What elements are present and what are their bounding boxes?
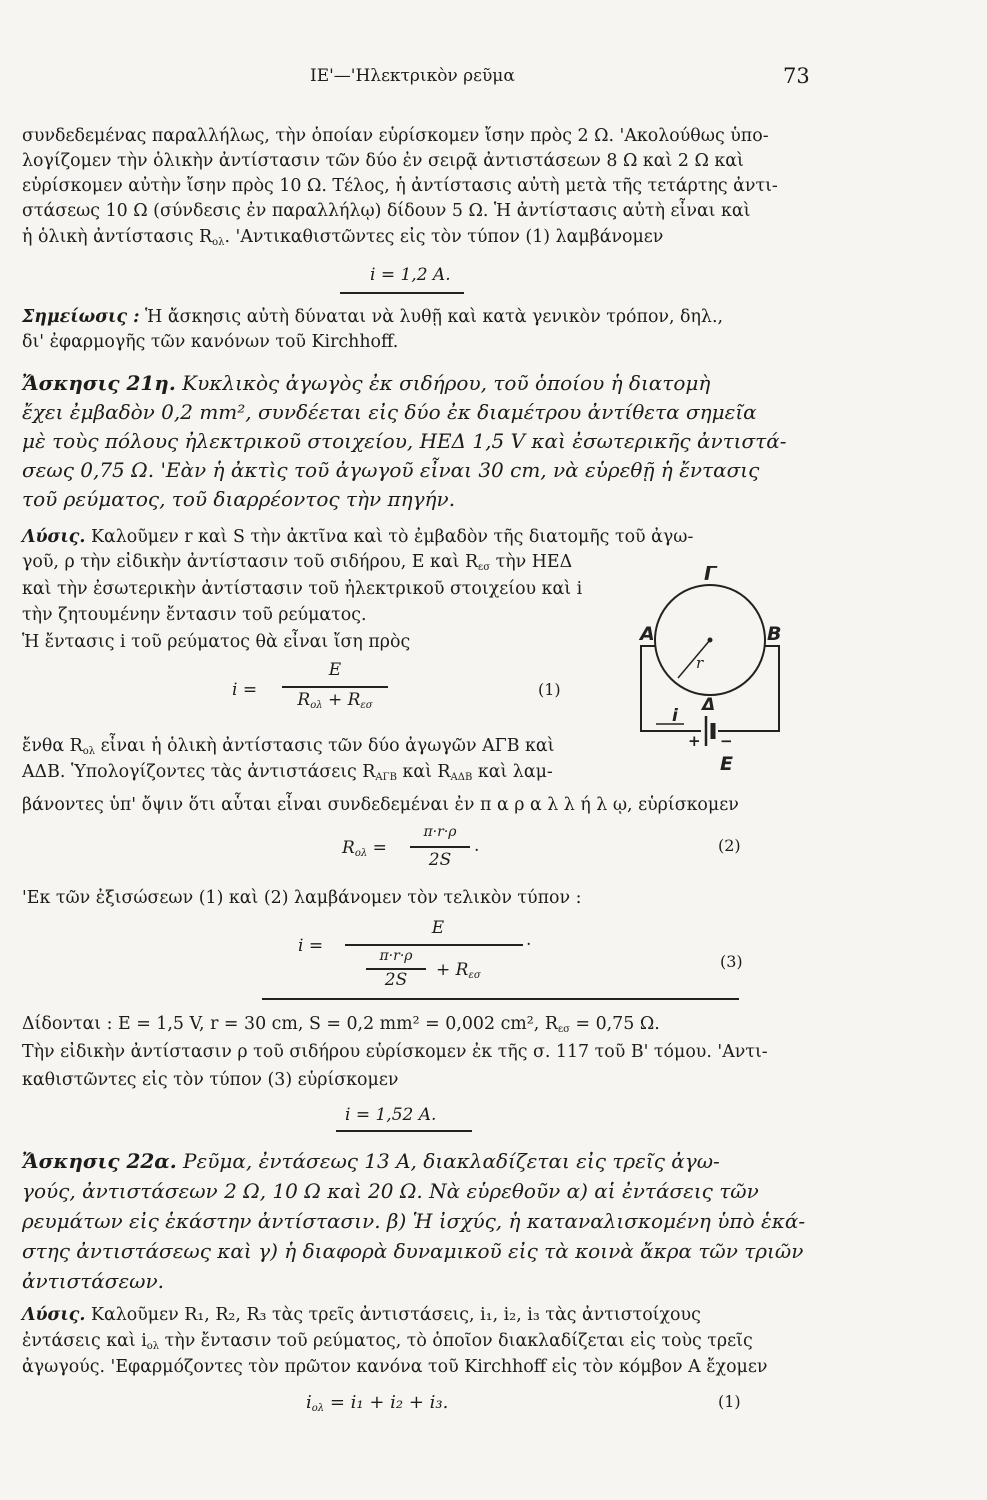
para1-line5-sub: ολ: [212, 237, 225, 248]
eq3-tag: (3): [720, 952, 743, 971]
eq3-inner-denominator: 2S: [384, 970, 408, 990]
note-line1: [22, 305, 723, 329]
eq2-lhs: [342, 838, 387, 859]
eq3-numerator: E: [431, 918, 445, 938]
sol21-line2-a: γοῦ, ρ τὴν εἰδικὴν ἀντίστασιν τοῦ σιδήρου, E καὶ R: [22, 552, 479, 572]
left-wire: [641, 646, 701, 731]
eq2-numerator: π·r·ρ: [423, 824, 457, 840]
eq1-lhs: i =: [232, 680, 258, 700]
eq1-numerator: E: [328, 660, 342, 680]
sol21-line7-a: ΑΔΒ. Ὑπολογίζοντες τὰς ἀντιστάσεις R: [22, 762, 376, 782]
sol21-label: Λύσις.: [22, 527, 86, 547]
eq2-tag: (2): [718, 836, 741, 855]
para1-line5-a: ἡ ὁλικὴ ἀντίστασις R: [22, 227, 213, 247]
note-label: Σημείωσις :: [22, 307, 140, 327]
para1-line5-b: . 'Αντικαθιστῶντες εἰς τὸν τύπον (1) λαμβάνομεν: [224, 227, 664, 247]
ex22-line1: [22, 1146, 720, 1176]
sol22-eq-lhs: i: [306, 1392, 312, 1413]
fig-label-d: Δ: [702, 695, 716, 715]
para1-line4: στάσεως 10 Ω (σύνδεσις ἐν παραλλήλῳ) δίδουν 5 Ω. Ἡ ἀντίστασις αὐτὴ εἶναι καὶ: [22, 201, 751, 221]
para1-line3: εὑρίσκομεν αὐτὴν ἴσην πρὸς 10 Ω. Τέλος, ἡ ἀντίστασις αὐτὴ μετὰ τῆς τετάρτης ἀντι-: [22, 176, 778, 196]
fig-label-e: E: [720, 753, 733, 775]
ex21-line2: ἔχει ἐμβαδὸν 0,2 mm², συνδέεται εἰς δύο ἐκ διαμέτρου ἀντίθετα σημεῖα: [22, 400, 757, 424]
sol22-eq-rhs: = i₁ + i₂ + i₃.: [324, 1392, 449, 1413]
sol21-line7: [22, 760, 553, 790]
running-header: ΙΕ'—'Ηλεκτρικὸν ρεῦμα: [310, 66, 515, 86]
sol21-line1: [22, 525, 693, 549]
sol21-line4: τὴν ζητουμένην ἔντασιν τοῦ ρεύματος.: [22, 605, 367, 625]
sol22-line2-a: ἐντάσεις καὶ i: [22, 1331, 147, 1351]
eq1-den-a: R: [297, 690, 311, 710]
fig-label-plus: +: [688, 732, 701, 750]
circuit-figure: [636, 566, 806, 776]
para1-line2: λογίζομεν τὴν ὁλικὴν ἀντίστασιν τῶν δύο ἐν σειρᾷ ἀντιστάσεων 8 Ω καὶ 2 Ω καὶ: [22, 151, 744, 171]
eq2-fraction-bar: [410, 846, 470, 848]
ex22-text-1: Ρεῦμα, ἐντάσεως 13 A, διακλαδίζεται εἰς τρεῖς ἀγω-: [183, 1149, 720, 1173]
eq1-fraction-bar: [282, 686, 388, 688]
ex21-line3: μὲ τοὺς πόλους ἠλεκτρικοῦ στοιχείου, ΗΕΔ 1,5 V καὶ ἐσωτερικῆς ἀντιστά-: [22, 429, 787, 453]
ex22-line3: ρευμάτων εἰς ἑκάστην ἀντίστασιν. β) Ἡ ἰσχύς, ἡ καταναλισκομένη ὑπὸ ἑκά-: [22, 1209, 806, 1233]
sol22-line3: ἀγωγούς. 'Εφαρμόζοντες τὸν πρῶτον κανόνα τοῦ Kirchhoff εἰς τὸν κόμβον A ἔχομεν: [22, 1357, 768, 1377]
sol21-line10: Τὴν εἰδικὴν ἀντίστασιν ρ τοῦ σιδήρου εὑρίσκομεν ἐκ τῆς σ. 117 τοῦ Β' τόμου. 'Αντι-: [22, 1042, 768, 1062]
eq2-lhs-eq: =: [367, 838, 387, 858]
fig-label-r: r: [696, 654, 704, 672]
eq3-box-underline: [262, 998, 739, 1000]
eq3-dot: .: [526, 930, 532, 950]
sol21-text-1: Καλοῦμεν r καὶ S τὴν ἀκτῖνα καὶ τὸ ἐμβαδὸν τῆς διατομῆς τοῦ ἀγω-: [90, 527, 694, 547]
sol21-line8: βάνοντες ὑπ' ὄψιν ὅτι αὗται εἶναι συνδεδεμέναι ἐν π α ρ α λ λ ή λ ῳ, εὑρίσκομεν: [22, 795, 739, 815]
fig-label-b: B: [767, 623, 782, 645]
sol22-label: Λύσις.: [22, 1305, 86, 1325]
result-2-underline: [336, 1130, 472, 1132]
sol21-line7-sub2: ΑΔΒ: [450, 772, 473, 783]
given-values-a: Δίδονται : E = 1,5 V, r = 30 cm, S = 0,2 mm² = 0,002 cm², R: [22, 1014, 558, 1034]
note-text-1: Ἡ ἄσκησις αὐτὴ δύναται νὰ λυθῇ καὶ κατὰ γενικὸν τρόπον, δηλ.,: [145, 307, 724, 327]
sol21-line9: 'Εκ τῶν ἐξισώσεων (1) καὶ (2) λαμβάνομεν τὸν τελικὸν τύπον :: [22, 888, 582, 908]
sol22-line2-sub: ολ: [146, 1341, 160, 1352]
sol22-text-1: Καλοῦμεν R₁, R₂, R₃ τὰς τρεῖς ἀντιστάσεις, i₁, i₂, i₃ τὰς ἀντιστοίχους: [90, 1305, 701, 1325]
sol21-line6-b: εἶναι ἡ ὁλικὴ ἀντίστασις τῶν δύο ἀγωγῶν ΑΓΒ καὶ: [95, 736, 555, 756]
eq3-plus-r-sub: εσ: [468, 970, 481, 981]
eq3-lhs: i =: [298, 936, 324, 956]
sol21-line3: καὶ τὴν ἐσωτερικὴν ἀντίστασιν τοῦ ἠλεκτρικοῦ στοιχείου καὶ i: [22, 579, 583, 599]
ex22-label: Ἄσκησις 22α.: [22, 1149, 177, 1173]
para1-line1: συνδεδεμένας παραλλήλως, τὴν ὁποίαν εὑρίσκομεν ἴσην πρὸς 2 Ω. 'Ακολούθως ὑπο-: [22, 126, 769, 146]
sol21-line2: [22, 550, 572, 580]
fig-label-i: i: [672, 706, 678, 726]
ex21-line4: σεως 0,75 Ω. 'Εὰν ἡ ἀκτὶς τοῦ ἀγωγοῦ εἶναι 30 cm, νὰ εὑρεθῇ ἡ ἔντασις: [22, 458, 760, 482]
note-line2: δι' ἐφαρμογῆς τῶν κανόνων τοῦ Kirchhoff.: [22, 332, 399, 352]
eq2-lhs-sub: ολ: [354, 848, 368, 859]
result-1-underline: [340, 292, 464, 294]
ex22-line4: στης ἀντιστάσεως καὶ γ) ἡ διαφορὰ δυναμικοῦ εἰς τὰ κοινὰ ἄκρα τῶν τριῶν: [22, 1239, 804, 1263]
eq3-plus-r-a: + R: [436, 960, 469, 980]
ex21-line5: τοῦ ρεύματος, τοῦ διαρρέοντος τὴν πηγήν.: [22, 487, 456, 511]
given-values-sub: εσ: [557, 1024, 570, 1035]
sol21-line6-sub: ολ: [82, 746, 96, 757]
sol21-line7-b: καὶ R: [396, 762, 451, 782]
eq3-inner-numerator: π·r·ρ: [379, 948, 413, 964]
eq1-den-sub2: εσ: [360, 700, 373, 711]
para1-line5: [22, 225, 663, 255]
sol21-line7-c: καὶ λαμ-: [472, 762, 553, 782]
eq1-den-sub1: ολ: [310, 700, 323, 711]
sol22-eq-tag: (1): [718, 1392, 741, 1411]
sol21-line11: καθιστῶντες εἰς τὸν τύπον (3) εὑρίσκομεν: [22, 1070, 399, 1090]
sol21-line7-sub1: ΑΓΒ: [375, 772, 397, 783]
center-dot: [708, 638, 713, 643]
sol21-line2-sub: εσ: [478, 562, 491, 573]
eq2-denominator: 2S: [428, 850, 452, 870]
eq1-tag: (1): [538, 680, 561, 699]
right-wire: [718, 646, 779, 731]
given-values: [22, 1012, 660, 1042]
ex22-line5: ἀντιστάσεων.: [22, 1269, 165, 1293]
sol22-equation: [306, 1392, 448, 1414]
ex21-label: Ἄσκησις 21η.: [22, 371, 176, 395]
sol21-line6-a: ἔνθα R: [22, 736, 83, 756]
fig-label-a: A: [640, 623, 655, 645]
given-values-b: = 0,75 Ω.: [569, 1014, 660, 1034]
ex22-line2: γούς, ἀντιστάσεων 2 Ω, 10 Ω καὶ 20 Ω. Νὰ εὑρεθοῦν α) αἱ ἐντάσεις τῶν: [22, 1179, 759, 1203]
sol22-line1: [22, 1303, 701, 1327]
fig-label-minus: −: [720, 732, 733, 750]
sol21-line5: Ἡ ἔντασις i τοῦ ρεύματος θὰ εἶναι ἴση πρὸς: [22, 632, 411, 652]
eq1-den-b: + R: [322, 690, 361, 710]
radius-line: [678, 640, 710, 678]
eq3-main-bar: [345, 944, 523, 946]
result-1: i = 1,2 A.: [370, 265, 451, 285]
eq1-denominator: [280, 690, 390, 711]
fig-label-g: Γ: [704, 566, 717, 585]
ex21-line1: [22, 368, 710, 398]
sol21-line2-b: τὴν ΗΕΔ: [490, 552, 573, 572]
eq3-plus-r: [436, 960, 481, 981]
eq2-dot: .: [474, 836, 480, 856]
eq2-lhs-a: R: [342, 838, 355, 858]
page-number: 73: [783, 64, 810, 88]
result-2: i = 1,52 A.: [345, 1105, 437, 1125]
sol22-line2-b: τὴν ἔντασιν τοῦ ρεύματος, τὸ ὁποῖον διακλαδίζεται εἰς τοὺς τρεῖς: [159, 1331, 753, 1351]
sol22-eq-sub: ολ: [311, 1403, 325, 1414]
ex21-text-1: Κυκλικὸς ἀγωγὸς ἐκ σιδήρου, τοῦ ὁποίου ἡ διατομὴ: [182, 371, 711, 395]
